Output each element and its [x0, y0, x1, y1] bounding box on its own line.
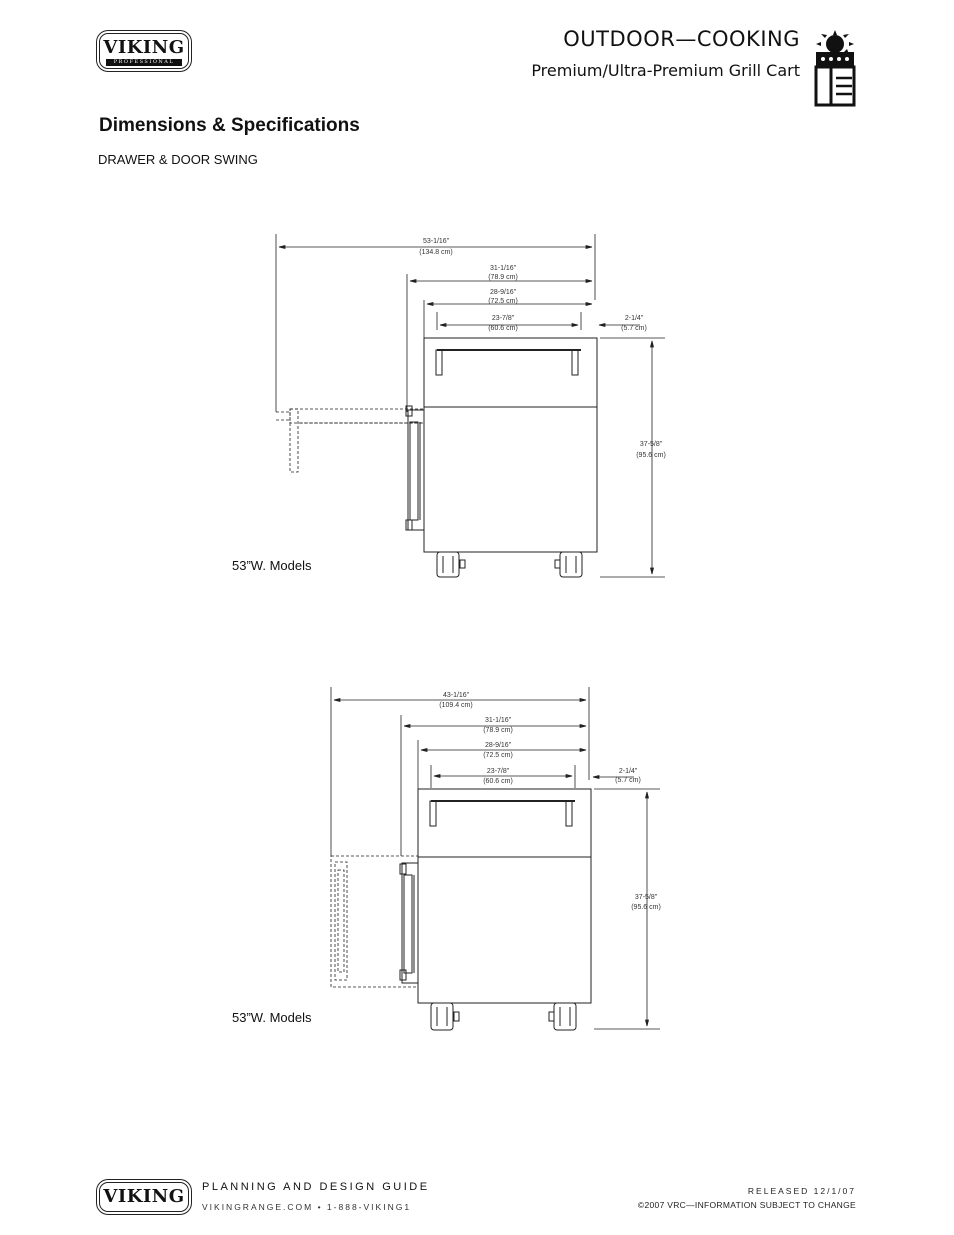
footer-viking-logo — [99, 1182, 189, 1212]
dim-d3-2: 23-7/8” — [486, 768, 510, 775]
dim-height-2: 37-5/8” — [634, 894, 658, 901]
footer-contact: VIKINGRANGE.COM • 1-888-VIKING1 — [202, 1202, 412, 1212]
dim-side-2: 2-1/4” — [618, 768, 638, 775]
model-label-2: 53”W. Models — [232, 1010, 312, 1025]
dim-d2-cm-2: (72.5 cm) — [483, 752, 513, 759]
dim-d3-1: 23-7/8” — [491, 315, 515, 322]
page-title: OUTDOOR—COOKING — [563, 27, 800, 51]
logo-wordmark: VIKING — [103, 37, 185, 58]
door-swing-diagram-2 — [0, 680, 954, 1040]
dim-height-1: 37-5/8” — [639, 441, 663, 448]
drawer-swing-outline-1 — [276, 409, 424, 472]
model-label-1: 53”W. Models — [232, 558, 312, 573]
grill-cart-1 — [406, 338, 597, 577]
dim-overall-cm-1: (134.8 cm) — [419, 249, 453, 256]
dim-overall-1: 53-1/16” — [422, 238, 450, 245]
section-subheading: DRAWER & DOOR SWING — [98, 152, 258, 167]
dim-d1-cm-2: (78.9 cm) — [483, 727, 513, 734]
dim-overall-cm-2: (109.4 cm) — [439, 702, 473, 709]
footer-logo-wordmark: VIKING — [103, 1186, 185, 1207]
section-title: Dimensions & Specifications — [99, 115, 360, 136]
page-subtitle: Premium/Ultra-Premium Grill Cart — [531, 61, 800, 80]
outdoor-cooking-icon — [812, 30, 857, 108]
drawer-swing-diagram-1 — [0, 230, 954, 590]
footer-guide-title: PLANNING AND DESIGN GUIDE — [202, 1181, 430, 1193]
viking-logo — [99, 33, 189, 69]
door-swing-outline-2 — [331, 856, 418, 987]
dim-d3-cm-2: (60.6 cm) — [483, 778, 513, 785]
grill-cart-2 — [400, 789, 591, 1030]
dim-side-1: 2-1/4” — [624, 315, 644, 322]
dim-d2-2: 28-9/16” — [484, 742, 512, 749]
dim-side-cm-1: (5.7 cm) — [621, 325, 647, 332]
dim-height-cm-1: (95.6 cm) — [636, 452, 666, 459]
dim-overall-2: 43-1/16” — [442, 692, 470, 699]
dim-d1-2: 31-1/16” — [484, 717, 512, 724]
logo-subtext: PROFESSIONAL — [106, 59, 182, 66]
dim-d1-1: 31-1/16” — [489, 265, 517, 272]
dim-d2-1: 28-9/16” — [489, 289, 517, 296]
dim-d3-cm-1: (60.6 cm) — [488, 325, 518, 332]
dim-d2-cm-1: (72.5 cm) — [488, 298, 518, 305]
footer-copyright: ©2007 VRC—INFORMATION SUBJECT TO CHANGE — [637, 1200, 856, 1210]
dim-d1-cm-1: (78.9 cm) — [488, 274, 518, 281]
footer-release-date: RELEASED 12/1/07 — [747, 1186, 856, 1196]
dim-side-cm-2: (5.7 cm) — [615, 777, 641, 784]
dim-height-cm-2: (95.6 cm) — [631, 904, 661, 911]
